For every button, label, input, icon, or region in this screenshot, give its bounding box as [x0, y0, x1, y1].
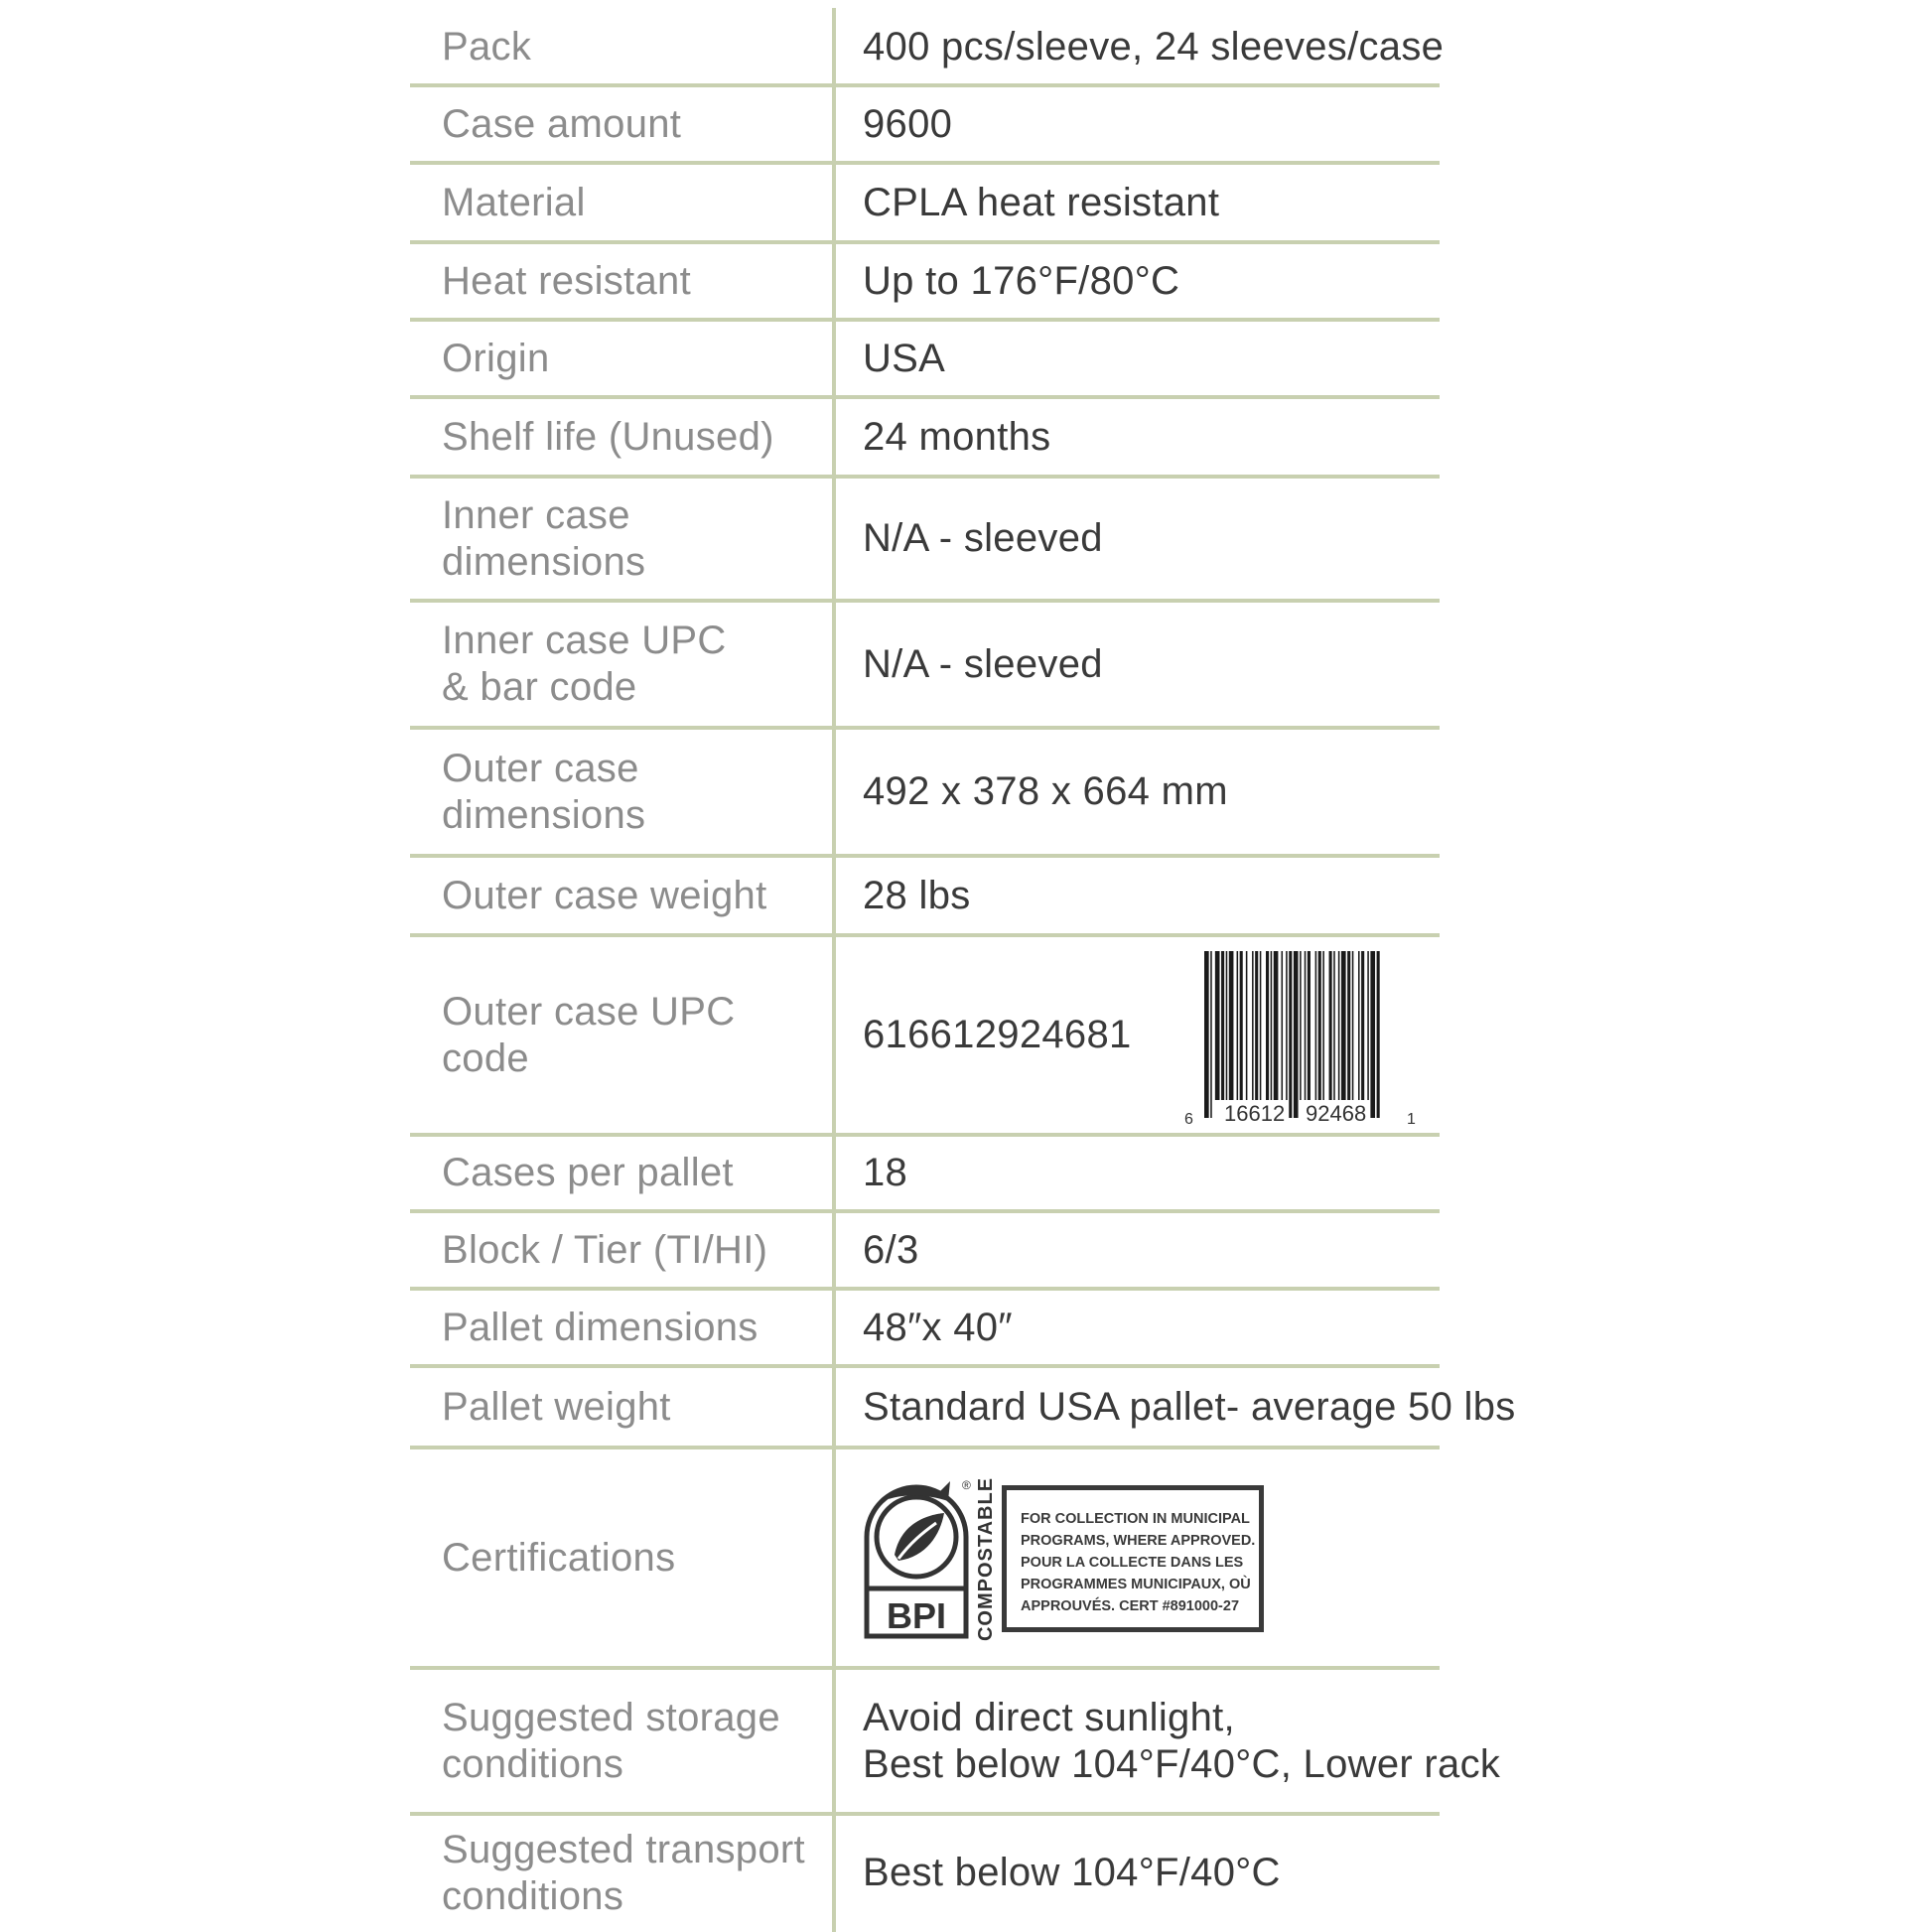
row-value	[863, 856, 1478, 935]
table-row	[410, 1135, 1440, 1211]
row-value	[863, 8, 1478, 85]
row-label-line: Case amount	[442, 101, 682, 146]
row-label-line: Pallet weight	[442, 1384, 671, 1429]
barcode-bar	[1358, 951, 1360, 1100]
row-value	[863, 242, 1478, 320]
table-row	[410, 1814, 1440, 1932]
row-value	[863, 1289, 1478, 1366]
row-value	[863, 477, 1478, 601]
barcode-bar	[1266, 951, 1269, 1100]
row-value	[863, 85, 1478, 163]
row-value-line: USA	[863, 336, 946, 380]
row-label-line: Shelf life (Unused)	[442, 414, 774, 459]
row-value	[863, 728, 1478, 856]
row-label-line: dimensions	[442, 792, 646, 837]
barcode-bar	[1260, 951, 1262, 1100]
row-value-line: 492 x 378 x 664 mm	[863, 769, 1228, 813]
row-label-line: & bar code	[442, 665, 637, 709]
barcode-bar	[1255, 951, 1258, 1100]
bpi-seal-icon	[861, 1477, 972, 1646]
row-label	[442, 163, 829, 242]
barcode-bar	[1294, 951, 1299, 1118]
table-row	[410, 601, 1440, 728]
row-label-line: Origin	[442, 336, 550, 380]
table-row	[410, 1289, 1440, 1366]
row-value-line: Avoid direct sunlight,	[863, 1695, 1235, 1739]
barcode-bar	[1377, 951, 1380, 1118]
row-value-line: N/A - sleeved	[863, 641, 1103, 686]
row-value	[863, 163, 1478, 242]
row-label	[442, 856, 829, 935]
row-value-line: 9600	[863, 101, 953, 146]
barcode-bar	[1210, 951, 1212, 1118]
row-label-line: conditions	[442, 1873, 624, 1918]
row-label-line: Cases per pallet	[442, 1151, 734, 1194]
table-row	[410, 242, 1440, 320]
table-row	[410, 397, 1440, 477]
row-label	[442, 477, 829, 601]
row-label	[442, 1366, 829, 1448]
cert-box-line: POUR LA COLLECTE DANS LES	[1021, 1555, 1244, 1571]
barcode-bar	[1347, 951, 1350, 1100]
table-row	[410, 8, 1445, 85]
barcode-bar	[1322, 951, 1324, 1100]
barcode-bar	[1289, 951, 1292, 1118]
table-row	[410, 728, 1440, 856]
row-value-line: 24 months	[863, 414, 1051, 459]
compostable-label	[972, 1476, 1002, 1641]
row-value	[863, 320, 1478, 397]
row-label-line: Suggested storage	[442, 1695, 780, 1739]
row-label	[442, 85, 829, 163]
row-label	[442, 1448, 829, 1668]
certification-logos	[861, 1477, 1278, 1646]
barcode-digit-last: 1	[1407, 1111, 1416, 1128]
table-row	[410, 163, 1440, 242]
table-row	[410, 320, 1440, 397]
barcode-bar	[1204, 951, 1209, 1118]
row-label-line: Outer case UPC code	[442, 989, 736, 1080]
barcode-bar	[1271, 951, 1273, 1100]
row-value-line: CPLA heat resistant	[863, 180, 1220, 224]
row-label-line: conditions	[442, 1741, 624, 1786]
row-value-line: 400 pcs/sleeve, 24 sleeves/case	[863, 24, 1445, 69]
table-row	[410, 935, 1440, 1135]
row-label-line: Certifications	[442, 1535, 676, 1580]
row-label-line: Outer case weight	[442, 873, 767, 917]
registered-mark: ®	[962, 1478, 971, 1492]
row-label	[442, 1135, 829, 1211]
row-label-line: Inner case UPC	[442, 619, 727, 662]
table-row	[410, 1366, 1516, 1448]
row-value	[863, 1135, 1478, 1211]
row-label-line: Heat resistant	[442, 258, 691, 303]
row-label	[442, 728, 829, 856]
barcode-bar	[1300, 951, 1302, 1100]
barcode-bar	[1286, 951, 1288, 1100]
barcode-bar	[1367, 951, 1369, 1100]
row-label-line: Suggested transport	[442, 1827, 805, 1871]
table-row	[410, 1448, 1440, 1668]
row-label-line: Pallet dimensions	[442, 1305, 759, 1349]
barcode-bar	[1361, 951, 1364, 1100]
municipal-collection-box	[1002, 1485, 1264, 1632]
row-value	[863, 1814, 1478, 1932]
table-row	[410, 1211, 1440, 1289]
row-value-line: Up to 176°F/80°C	[863, 258, 1180, 303]
row-value-line: Best below 104°F/40°C	[863, 1851, 1281, 1894]
row-label	[442, 1668, 829, 1814]
row-value-line: 18	[863, 1151, 908, 1194]
row-value-line: Standard USA pallet- average 50 lbs	[863, 1384, 1516, 1429]
barcode-bar	[1229, 951, 1234, 1100]
row-label	[442, 1211, 829, 1289]
table-row	[410, 856, 1440, 935]
row-label-line: dimensions	[442, 539, 646, 584]
row-value	[863, 1211, 1478, 1289]
row-label-line: Outer case	[442, 746, 639, 790]
barcode-bars	[1184, 951, 1415, 1135]
cert-box-line: PROGRAMS, WHERE APPROVED.	[1021, 1533, 1256, 1549]
cert-box-line: PROGRAMMES MUNICIPAUX, OÙ	[1021, 1577, 1251, 1592]
bpi-seal-text: BPI	[886, 1595, 947, 1636]
row-label	[442, 397, 829, 477]
row-label-line: Material	[442, 180, 586, 224]
barcode-bar	[1274, 951, 1279, 1100]
barcode-bar	[1215, 951, 1220, 1100]
row-label	[442, 242, 829, 320]
barcode-bar	[1305, 951, 1307, 1100]
barcode-bar	[1370, 951, 1375, 1118]
row-value-line: 48″x 40″	[863, 1305, 1013, 1349]
barcode-group-right: 92468	[1306, 1101, 1367, 1126]
row-label-line: Inner case	[442, 492, 630, 537]
barcode-bar	[1282, 951, 1284, 1100]
barcode-bar	[1237, 951, 1239, 1100]
barcode-bar	[1221, 951, 1224, 1100]
row-value	[863, 1366, 1516, 1448]
barcode-bar	[1333, 951, 1335, 1100]
row-label-line: Pack	[442, 24, 532, 69]
barcode-group-left: 16612	[1224, 1101, 1286, 1126]
row-label-line: Block / Tier (TI/HI)	[442, 1227, 768, 1272]
row-value	[863, 1668, 1501, 1814]
barcode-bar	[1226, 951, 1228, 1100]
compostable-text: COMPOSTABLE	[975, 1476, 998, 1641]
barcode	[1184, 951, 1415, 1135]
barcode-bar	[1315, 951, 1317, 1100]
row-label	[442, 1289, 829, 1366]
barcode-bar	[1352, 951, 1354, 1100]
cert-box-line: FOR COLLECTION IN MUNICIPAL	[1021, 1511, 1250, 1527]
row-value-line: Best below 104°F/40°C, Lower rack	[863, 1741, 1501, 1786]
row-value	[863, 601, 1478, 728]
row-value-line: 616612924681	[863, 1013, 1132, 1056]
row-value	[863, 397, 1478, 477]
barcode-bar	[1338, 951, 1340, 1100]
row-label	[442, 601, 829, 728]
row-value-line: 28 lbs	[863, 873, 971, 917]
table-row	[410, 1668, 1501, 1814]
barcode-bar	[1329, 951, 1332, 1100]
barcode-bar	[1252, 951, 1254, 1100]
row-value-line: 6/3	[863, 1227, 919, 1272]
barcode-bar	[1318, 951, 1321, 1100]
row-label	[442, 935, 829, 1135]
cert-box-line: APPROUVÉS. CERT #891000-27	[1021, 1598, 1240, 1614]
row-label	[442, 1814, 829, 1932]
barcode-bar	[1341, 951, 1346, 1100]
row-label	[442, 8, 829, 85]
barcode-bar	[1308, 951, 1311, 1100]
barcode-bar	[1240, 951, 1243, 1100]
row-value-line: N/A - sleeved	[863, 516, 1103, 560]
barcode-digit-first: 6	[1184, 1111, 1193, 1128]
barcode-bar	[1246, 951, 1248, 1100]
table-row	[410, 85, 1440, 163]
table-row	[410, 477, 1440, 601]
row-label	[442, 320, 829, 397]
